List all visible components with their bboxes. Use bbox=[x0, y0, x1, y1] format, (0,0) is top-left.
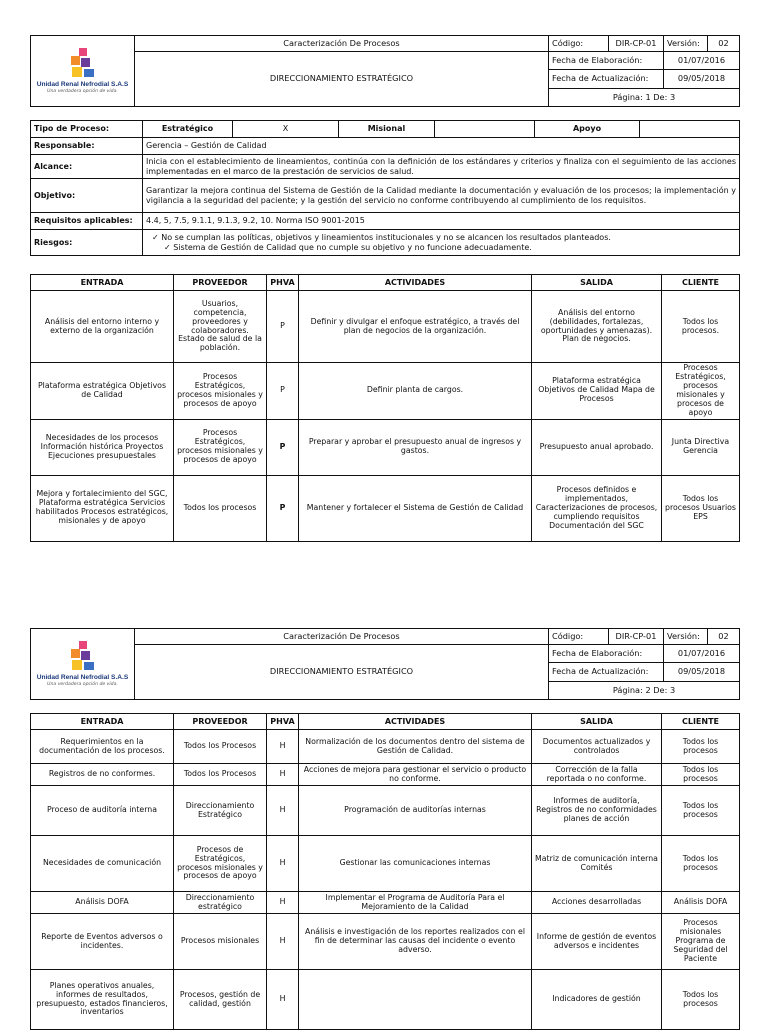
cell-salida: Matriz de comunicación interna Comités bbox=[532, 836, 662, 892]
requisitos-label: Requisitos aplicables: bbox=[31, 213, 143, 230]
elaboration-date-value: 01/07/2016 bbox=[664, 52, 740, 70]
header-table-page-1 bbox=[30, 35, 740, 107]
code-value: DIR-CP-01 bbox=[609, 36, 664, 52]
update-date-value: 09/05/2018 bbox=[664, 70, 740, 88]
cell-entrada: Requerimientos en la documentación de los procesos. bbox=[31, 730, 174, 764]
logo-mark-icon bbox=[68, 641, 98, 671]
cell-phva: H bbox=[267, 836, 299, 892]
cell-proveedor: Todos los Procesos bbox=[174, 730, 267, 764]
cell-actividades: Acciones de mejora para gestionar el servicio o producto no conforme. bbox=[299, 764, 532, 786]
table-row bbox=[31, 764, 740, 786]
cell-proveedor: Todos los procesos bbox=[174, 475, 267, 541]
cell-salida: Análisis del entorno (debilidades, fortalezas, oportunidades y amenazas). Plan de negocios. bbox=[532, 291, 662, 363]
cell-salida: Informe de gestión de eventos adversos e incidentes bbox=[532, 914, 662, 970]
tipo-label: Tipo de Proceso: bbox=[31, 121, 143, 138]
cell-cliente: Todos los procesos bbox=[662, 970, 740, 1030]
responsable-value: Gerencia – Gestión de Calidad bbox=[143, 138, 740, 155]
cell-actividades: Mantener y fortalecer el Sistema de Gestión de Calidad bbox=[299, 475, 532, 541]
cell-phva: H bbox=[267, 786, 299, 836]
code-value: DIR-CP-01 bbox=[609, 629, 664, 645]
doc-type: Caracterización De Procesos bbox=[135, 629, 549, 645]
cell-proveedor: Usuarios, competencia, proveedores y colaboradores. Estado de salud de la población. bbox=[174, 291, 267, 363]
table-row bbox=[31, 291, 740, 363]
cell-salida: Indicadores de gestión bbox=[532, 970, 662, 1030]
objetivo-label: Objetivo: bbox=[31, 179, 143, 213]
cell-proveedor: Procesos Estratégicos, procesos misionales y procesos de apoyo bbox=[174, 363, 267, 420]
elaboration-date-label: Fecha de Elaboración: bbox=[549, 645, 664, 663]
tipo-apoyo-empty bbox=[640, 121, 740, 138]
cell-cliente: Procesos misionales Programa de Seguridad del Paciente bbox=[662, 914, 740, 970]
cell-entrada: Mejora y fortalecimiento del SGC, Plataforma estratégica Servicios habilitados Procesos estratégicos, misionales y de apoyo bbox=[31, 475, 174, 541]
riesgo-item: ✓ Sistema de Gestión de Calidad que no cumple su objetivo y no funcione adecuadamente. bbox=[164, 242, 532, 252]
cell-entrada: Reporte de Eventos adversos o incidentes. bbox=[31, 914, 174, 970]
col-salida: SALIDA bbox=[532, 275, 662, 291]
col-actividades: ACTIVIDADES bbox=[299, 714, 532, 730]
tipo-misional: Misional bbox=[339, 121, 435, 138]
logo-mark-icon bbox=[68, 48, 98, 78]
table-row bbox=[31, 836, 740, 892]
elaboration-date-label: Fecha de Elaboración: bbox=[549, 52, 664, 70]
col-actividades: ACTIVIDADES bbox=[299, 275, 532, 291]
col-entrada: ENTRADA bbox=[31, 714, 174, 730]
tipo-mark: X bbox=[233, 121, 339, 138]
table-row bbox=[31, 892, 740, 914]
version-label: Versión: bbox=[664, 36, 708, 52]
objetivo-value: Garantizar la mejora continua del Sistema de Gestión de la Calidad mediante la documentación y evaluación de los procesos; la implementación y vigilancia a la seguridad del paciente; y la gestión del servicio no conforme contribuyendo al cumplimiento de los requisitos. bbox=[143, 179, 740, 213]
update-date-value: 09/05/2018 bbox=[664, 663, 740, 681]
header-table-page-2 bbox=[30, 628, 740, 700]
cell-cliente: Análisis DOFA bbox=[662, 892, 740, 914]
col-entrada: ENTRADA bbox=[31, 275, 174, 291]
cell-proveedor: Direccionamiento estratégico bbox=[174, 892, 267, 914]
cell-actividades bbox=[299, 970, 532, 1030]
table-row bbox=[31, 786, 740, 836]
version-label: Versión: bbox=[664, 629, 708, 645]
cell-salida: Acciones desarrolladas bbox=[532, 892, 662, 914]
cell-actividades: Gestionar las comunicaciones internas bbox=[299, 836, 532, 892]
page-title: DIRECCIONAMIENTO ESTRATÉGICO bbox=[135, 52, 549, 107]
cell-entrada: Necesidades de los procesos Información histórica Proyectos Ejecuciones presupuestales bbox=[31, 419, 174, 475]
cell-entrada: Registros de no conformes. bbox=[31, 764, 174, 786]
doc-type: Caracterización De Procesos bbox=[135, 36, 549, 52]
cell-salida: Procesos definidos e implementados, Caracterizaciones de procesos, cumpliendo requisitos Documentación del SGC bbox=[532, 475, 662, 541]
cell-actividades: Definir y divulgar el enfoque estratégico, a través del plan de negocios de la organización. bbox=[299, 291, 532, 363]
process-info-table bbox=[30, 120, 740, 256]
page-title: DIRECCIONAMIENTO ESTRATÉGICO bbox=[135, 645, 549, 700]
col-proveedor: PROVEEDOR bbox=[174, 275, 267, 291]
cell-salida: Presupuesto anual aprobado. bbox=[532, 419, 662, 475]
col-cliente: CLIENTE bbox=[662, 714, 740, 730]
cell-cliente: Todos los procesos bbox=[662, 786, 740, 836]
table-row bbox=[31, 363, 740, 420]
version-value: 02 bbox=[708, 36, 740, 52]
update-date-label: Fecha de Actualización: bbox=[549, 70, 664, 88]
cell-proveedor: Procesos de Estratégicos, procesos misionales y procesos de apoyo bbox=[174, 836, 267, 892]
cell-proveedor: Procesos Estratégicos, procesos misionales y procesos de apoyo bbox=[174, 419, 267, 475]
responsable-label: Responsable: bbox=[31, 138, 143, 155]
cell-proveedor: Direccionamiento Estratégico bbox=[174, 786, 267, 836]
cell-entrada: Planes operativos anuales, informes de resultados, presupuesto, estados financieros, inventarios bbox=[31, 970, 174, 1030]
table-row bbox=[31, 419, 740, 475]
col-phva: PHVA bbox=[267, 275, 299, 291]
cell-actividades: Programación de auditorías internas bbox=[299, 786, 532, 836]
cell-cliente: Todos los procesos. bbox=[662, 291, 740, 363]
cell-phva: P bbox=[267, 419, 299, 475]
cell-actividades: Preparar y aprobar el presupuesto anual de ingresos y gastos. bbox=[299, 419, 532, 475]
process-table-page-1 bbox=[30, 274, 740, 542]
cell-salida: Corrección de la falla reportada o no conforme. bbox=[532, 764, 662, 786]
riesgo-item: ✓ No se cumplan las políticas, objetivos y lineamientos institucionales y no se alcancen los resultados planteados. bbox=[152, 233, 611, 243]
cell-entrada: Proceso de auditoría interna bbox=[31, 786, 174, 836]
company-logo: Unidad Renal Nefrodial S.A.S Una verdadera opción de vida. bbox=[31, 36, 135, 107]
requisitos-value: 4.4, 5, 7.5, 9.1.1, 9.1.3, 9.2, 10. Norma ISO 9001-2015 bbox=[143, 213, 740, 230]
col-salida: SALIDA bbox=[532, 714, 662, 730]
cell-entrada: Análisis del entorno interno y externo de la organización bbox=[31, 291, 174, 363]
table-row bbox=[31, 914, 740, 970]
process-table-page-2 bbox=[30, 713, 740, 1030]
alcance-value: Inicia con el establecimiento de lineamientos, continúa con la definición de los estándares y criterios y finaliza con el seguimiento de las acciones implementadas en el marco de la prestación de servicios de salud. bbox=[143, 155, 740, 179]
page-number: Página: 1 De: 3 bbox=[549, 88, 740, 106]
cell-cliente: Todos los procesos bbox=[662, 730, 740, 764]
page-number: Página: 2 De: 3 bbox=[549, 681, 740, 699]
cell-entrada: Plataforma estratégica Objetivos de Calidad bbox=[31, 363, 174, 420]
cell-phva: P bbox=[267, 291, 299, 363]
cell-phva: P bbox=[267, 475, 299, 541]
col-proveedor: PROVEEDOR bbox=[174, 714, 267, 730]
cell-salida: Plataforma estratégica Objetivos de Calidad Mapa de Procesos bbox=[532, 363, 662, 420]
col-phva: PHVA bbox=[267, 714, 299, 730]
cell-phva: H bbox=[267, 970, 299, 1030]
table-row bbox=[31, 730, 740, 764]
cell-actividades: Normalización de los documentos dentro del sistema de Gestión de Calidad. bbox=[299, 730, 532, 764]
elaboration-date-value: 01/07/2016 bbox=[664, 645, 740, 663]
table-row bbox=[31, 475, 740, 541]
cell-entrada: Análisis DOFA bbox=[31, 892, 174, 914]
cell-cliente: Junta Directiva Gerencia bbox=[662, 419, 740, 475]
riesgos-label: Riesgos: bbox=[31, 230, 143, 256]
tipo-apoyo: Apoyo bbox=[535, 121, 640, 138]
update-date-label: Fecha de Actualización: bbox=[549, 663, 664, 681]
cell-cliente: Procesos Estratégicos, procesos misionales y procesos de apoyo bbox=[662, 363, 740, 420]
tipo-estrategico: Estratégico bbox=[143, 121, 233, 138]
table-row bbox=[31, 970, 740, 1030]
code-label: Código: bbox=[549, 629, 609, 645]
version-value: 02 bbox=[708, 629, 740, 645]
cell-phva: P bbox=[267, 363, 299, 420]
cell-phva: H bbox=[267, 764, 299, 786]
cell-proveedor: Procesos, gestión de calidad, gestión bbox=[174, 970, 267, 1030]
company-logo: Unidad Renal Nefrodial S.A.S Una verdadera opción de vida. bbox=[31, 629, 135, 700]
cell-phva: H bbox=[267, 914, 299, 970]
cell-phva: H bbox=[267, 892, 299, 914]
cell-salida: Informes de auditoría, Registros de no conformidades planes de acción bbox=[532, 786, 662, 836]
cell-cliente: Todos los procesos bbox=[662, 836, 740, 892]
cell-actividades: Implementar el Programa de Auditoría Para el Mejoramiento de la Calidad bbox=[299, 892, 532, 914]
tipo-misional-empty bbox=[435, 121, 535, 138]
cell-entrada: Necesidades de comunicación bbox=[31, 836, 174, 892]
cell-cliente: Todos los procesos Usuarios EPS bbox=[662, 475, 740, 541]
col-cliente: CLIENTE bbox=[662, 275, 740, 291]
cell-salida: Documentos actualizados y controlados bbox=[532, 730, 662, 764]
cell-proveedor: Procesos misionales bbox=[174, 914, 267, 970]
alcance-label: Alcance: bbox=[31, 155, 143, 179]
cell-cliente: Todos los procesos bbox=[662, 764, 740, 786]
code-label: Código: bbox=[549, 36, 609, 52]
cell-actividades: Análisis e investigación de los reportes realizados con el fin de determinar las causas del incidente o evento adverso. bbox=[299, 914, 532, 970]
cell-actividades: Definir planta de cargos. bbox=[299, 363, 532, 420]
cell-phva: H bbox=[267, 730, 299, 764]
riesgos-value bbox=[143, 230, 740, 256]
cell-proveedor: Todos los Procesos bbox=[174, 764, 267, 786]
